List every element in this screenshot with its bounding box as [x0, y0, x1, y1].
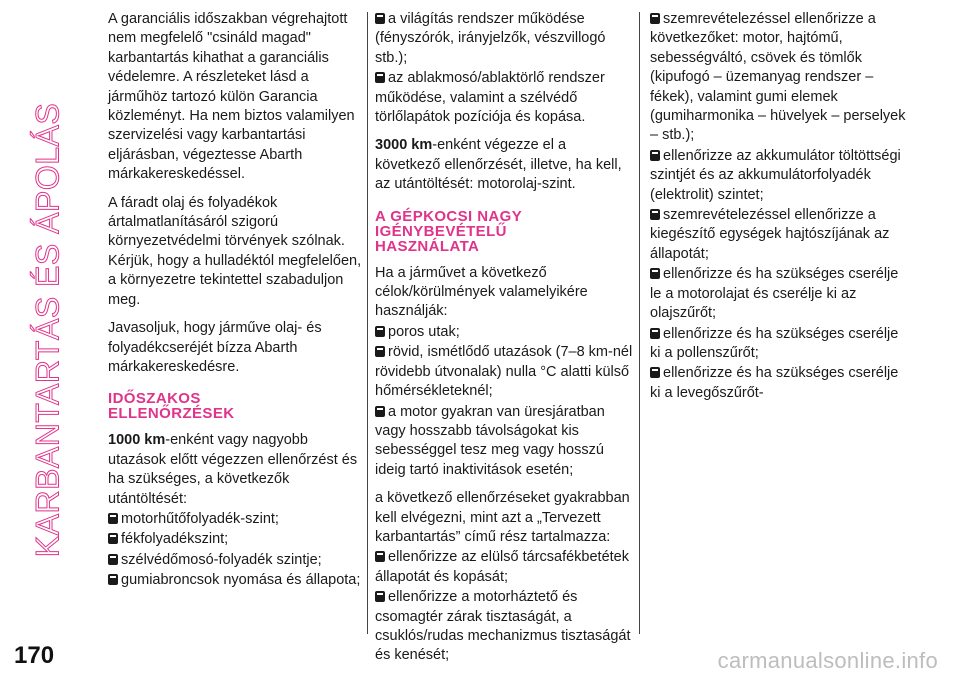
check-item — [650, 147, 908, 205]
check-item — [650, 206, 908, 264]
check-item-text: ellenőrizze és ha szükséges cserélje le a motorolajat és cserélje ki az olajszűrőt; — [650, 266, 899, 322]
checkbox-icon — [108, 513, 118, 524]
checkbox-icon — [375, 346, 385, 357]
section-title: KARBANTARTÁS ÉS ÁPOLÁS — [29, 102, 66, 558]
check-item-text: gumiabroncsok nyomása és állapota; — [121, 572, 361, 589]
check-item-text: fékfolyadékszint; — [121, 531, 229, 548]
check-item — [375, 69, 633, 127]
checkbox-icon — [650, 209, 660, 220]
section-heading — [108, 391, 366, 421]
check-item — [375, 403, 633, 481]
check-item-text: ellenőrizze és ha szükséges cserélje ki a pollenszűrőt; — [650, 325, 899, 361]
check-item — [108, 551, 366, 570]
interval-text: -enként vagy nagyobb utazások előtt végezzen ellenőrzést és ha szükséges, a következők utántöltését: — [108, 432, 358, 507]
column-divider — [367, 12, 368, 634]
paragraph — [375, 136, 633, 194]
check-item-text: rövid, ismétlődő utazások (7–8 km-nél rövidebb útvonalak) nulla °C alatti külső hőmérsékleteknél; — [375, 344, 633, 400]
check-item — [650, 325, 908, 364]
check-item-text: poros utak; — [388, 323, 460, 340]
paragraph: A garanciális időszakban végrehajtott nem megfelelő "csináld magad" karbantartás kihathat a garanciális védelemre. A részleteket lásd a járműhöz tartozó külön Garancia közleményt. Ha nem biztos valamilyen szervizelési vagy karbantartási eljárásban, végeztesse Abarth márkakereskedéssel. — [108, 11, 355, 183]
paragraph: A fáradt olaj és folyadékok ártalmatlanításáról szigorú környezetvédelmi törvények szólnak. Kérjük, hogy a hulladéktól megfelelően, a környezetre tekintettel szabaduljon meg. — [108, 194, 362, 308]
check-item — [375, 588, 633, 666]
column-1 — [108, 10, 366, 592]
checkbox-icon — [375, 72, 385, 83]
check-item — [108, 571, 366, 590]
check-item-text: a világítás rendszer működése (fényszórók, irányjelzők, vészvillogó stb.); — [375, 11, 606, 66]
check-item — [650, 364, 908, 403]
column-2 — [375, 10, 633, 667]
checkbox-icon — [375, 13, 385, 24]
page-number: 170 — [14, 642, 55, 669]
checkbox-icon — [650, 367, 660, 378]
check-item-text: a motor gyakran van üresjáratban vagy hosszabb távolságokat kis sebességgel tesz meg vagy hosszú ideig tartó inaktivitások esetén; — [375, 403, 605, 478]
check-item-text: ellenőrizze az elülső tárcsafékbetétek állapotát és kopását; — [375, 549, 629, 585]
check-item-text: szemrevételezéssel ellenőrizze a következőket: motor, hajtómű, sebességváltó, csövek és tömlők (kipufogó – üzemanyag rendszer – fékek), valamint gumi elemek (gumiharmonika – hüvelyek – perselyek – stb.); — [650, 11, 906, 144]
heading-line: HASZNÁLATA — [375, 237, 480, 255]
watermark: carmanualsonline.info — [717, 648, 938, 673]
checkbox-icon — [375, 551, 385, 562]
paragraph: Ha a járművet a következő célok/körülmények valamelyikére használják: — [375, 264, 588, 320]
check-item — [108, 530, 366, 549]
check-item-text: az ablakmosó/ablaktörlő rendszer működése, valamint a szélvédő törlőlapátok pozíciója és kopása. — [375, 70, 605, 126]
check-item-text: szélvédőmosó-folyadék szintje; — [121, 551, 322, 568]
check-item — [108, 510, 366, 529]
interval-label: 1000 km — [108, 432, 166, 449]
check-item-text: ellenőrizze a motorháztető és csomagtér zárak tisztaságát, a csuklós/rudas mechanizmus tisztaságát és kenését; — [375, 589, 631, 664]
checkbox-icon — [375, 326, 385, 337]
column-3 — [650, 10, 908, 404]
heading-line: A GÉPKOCSI NAGY — [375, 207, 523, 225]
check-item — [375, 10, 633, 68]
interval-label: 3000 km — [375, 137, 433, 154]
check-item-text: ellenőrizze az akkumulátor töltöttségi szintjét és az akkumulátorfolyadék (elektrolit) szintet; — [650, 147, 901, 203]
check-item-text: szemrevételezéssel ellenőrizze a kiegészítő egységek hajtószíjának az állapotát; — [650, 207, 890, 262]
paragraph: Javasoljuk, hogy járműve olaj- és folyadékcseréjét bízza Abarth márkakereskedésre. — [108, 320, 322, 375]
checkbox-icon — [108, 533, 118, 544]
check-item — [375, 323, 633, 342]
check-item-text: ellenőrizze és ha szükséges cserélje ki a levegőszűrőt- — [650, 365, 899, 401]
checkbox-icon — [375, 591, 385, 602]
checkbox-icon — [108, 574, 118, 585]
checkbox-icon — [108, 554, 118, 565]
paragraph — [108, 431, 366, 509]
heading-line: ELLENŐRZÉSEK — [108, 405, 235, 423]
check-item — [375, 343, 633, 401]
checkbox-icon — [650, 268, 660, 279]
paragraph: a következő ellenőrzéseket gyakrabban kell elvégezni, mint azt a „Tervezett karbantartás” című rész tartalmazza: — [375, 490, 630, 545]
checkbox-icon — [375, 406, 385, 417]
interval-text: -enként végezze el a következő ellenőrzését, illetve, ha kell, az utántöltését: motorolaj-szint. — [375, 137, 622, 193]
checkbox-icon — [650, 150, 660, 161]
heading-line: IDŐSZAKOS — [108, 390, 201, 408]
check-item — [375, 548, 633, 587]
section-heading — [375, 209, 633, 254]
heading-line: IGÉNYBEVÉTELŰ — [375, 222, 507, 240]
check-item — [650, 265, 908, 323]
check-item-text: motorhűtőfolyadék-szint; — [121, 510, 279, 527]
column-divider — [639, 12, 640, 634]
check-item — [650, 10, 908, 146]
checkbox-icon — [650, 328, 660, 339]
checkbox-icon — [650, 13, 660, 24]
